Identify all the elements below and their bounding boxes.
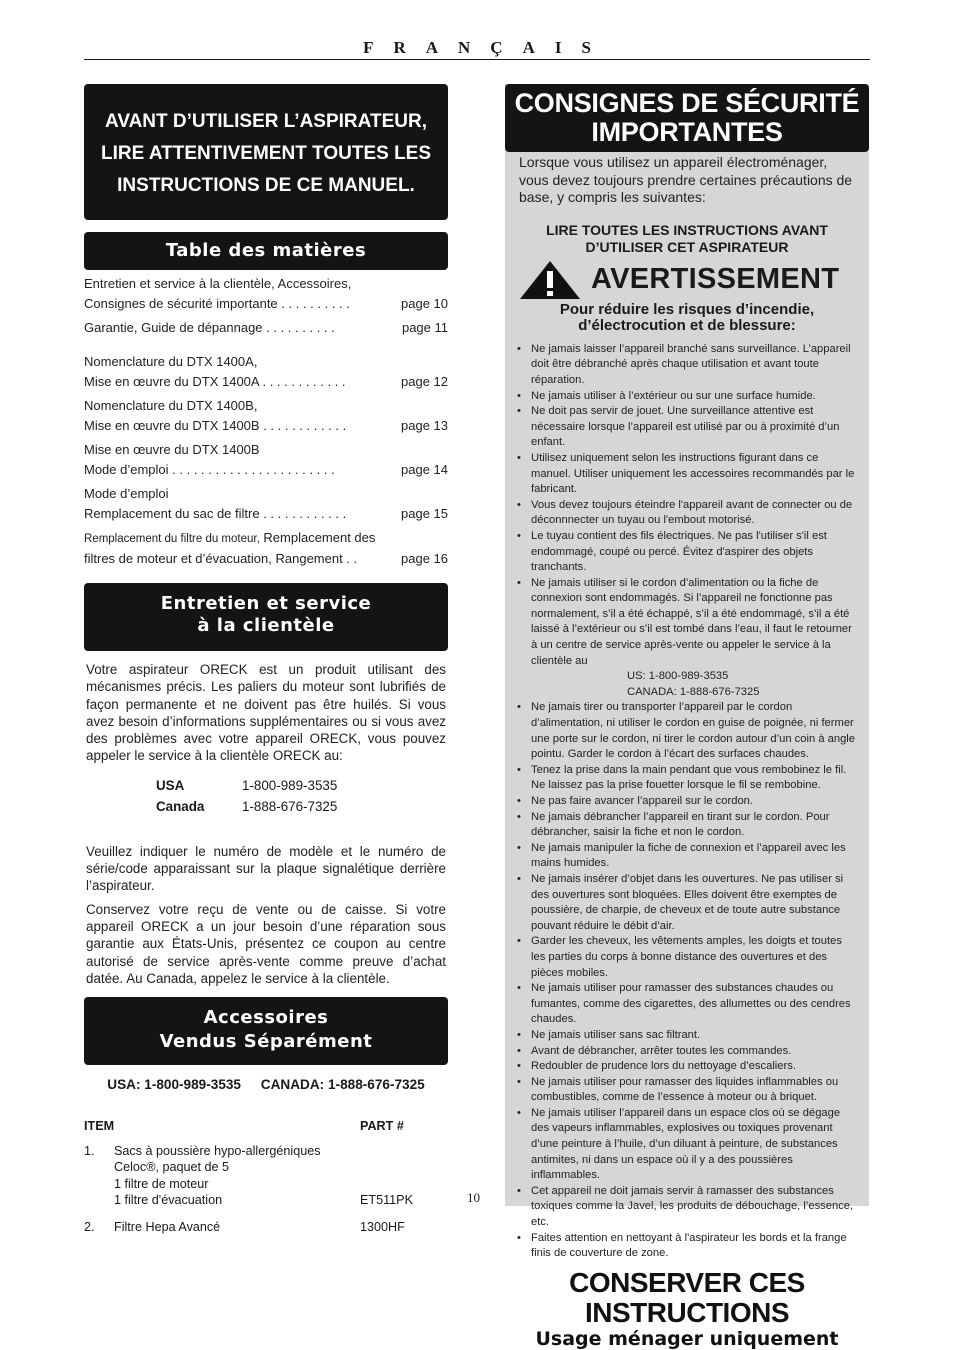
toc-entry-page: page 10 <box>401 296 448 311</box>
warning-line: INSTRUCTIONS DE CE MANUEL. <box>117 175 415 196</box>
contact-usa <box>156 775 448 796</box>
warning-banner <box>505 256 869 302</box>
toc-entry-title <box>84 528 448 549</box>
toc-entry-title-rest: Remplacement des <box>259 530 376 545</box>
list-item: • Tenez la prise dans la main pendant que vous rembobinez le fil. Ne laissez pas la prise fouetter lorsque le fil se rembobine. <box>517 763 859 794</box>
left-column <box>84 84 448 1235</box>
table-of-contents <box>84 274 448 569</box>
safety-heading <box>505 84 869 152</box>
table-row <box>84 1219 448 1236</box>
toc-entry-title: Consignes de sécurité importante . . . . . . . . . . <box>84 296 350 311</box>
list-item: • Ne jamais utiliser pour ramasser des liquides inflammables ou combustibles, comme de l’essence à moteur ou à briquet. <box>517 1075 859 1106</box>
toc-entry-page: page 16 <box>401 551 448 566</box>
list-item: • Ne pas faire avancer l’appareil sur le cordon. <box>517 794 859 810</box>
toc-entry-title: Mise en œuvre du DTX 1400B . . . . . . . . . . . . <box>84 418 347 433</box>
service-paragraph: Votre aspirateur ORECK est un produit utilisant des mécanismes précis. Les paliers du moteur sont lubrifiés de façon permanente et ne doivent pas être huilés. Si vous avez besoin d’informations supplémentaires ou si vous avez des problèmes avec votre appareil ORECK, vous pouvez appeler le service à la clientèle ORECK au: <box>86 662 446 764</box>
safety-heading-line: CONSIGNES DE SÉCURITÉ <box>514 88 860 118</box>
toc-entry-title: Mise en œuvre du DTX 1400B <box>84 442 260 457</box>
toc-entry-page: page 15 <box>401 506 448 521</box>
toc-entry[interactable] <box>84 396 448 436</box>
accessories-table-header <box>84 1118 448 1135</box>
accessories-phone-usa[interactable]: USA: 1-800-989-3535 <box>107 1077 241 1093</box>
list-item: • Ne jamais tirer ou transporter l’appareil par le cordon d’alimentation, ni utiliser le cordon en guise de poignée, ni fermer une porte sur le cordon, ni tirer le cordon autour d’un coin à angle pointu. Garder le cordon à l’écart des surfaces chaudes. <box>517 700 859 762</box>
list-item: • Le tuyau contient des fils électriques. Ne pas l'utiliser s'il est endommagé, coupé ou percé. Évitez d'aspirer des objets tranchants. <box>517 529 859 576</box>
warning-word: AVERTISSEMENT <box>591 262 840 295</box>
list-item: • Ne jamais débrancher l’appareil en tirant sur le cordon. Pour débrancher, saisir la fiche et non le cordon. <box>517 810 859 841</box>
warning-box <box>84 84 448 220</box>
list-item: • Ne jamais utiliser l’appareil dans un espace clos où se dégage des vapeurs inflammables, explosives ou toxiques provenant d’une peinture à l’huile, d’un diluant à peinture, de substances antimites, ni dans un espace où il y a des poussières inflammables. <box>517 1106 859 1184</box>
page-number: 10 <box>467 1190 480 1205</box>
toc-entry-page: page 12 <box>401 374 448 389</box>
toc-entry-title: Mise en œuvre du DTX 1400A . . . . . . . . . . . . <box>84 374 346 389</box>
accessories-phone-canada[interactable]: CANADA: 1-888-676-7325 <box>260 1077 425 1093</box>
header-rule <box>84 59 870 60</box>
warning-triangle-icon <box>519 260 581 300</box>
list-item: • Ne jamais insérer d’objet dans les ouvertures. Ne pas utiliser si des ouvertures sont bloquées. Elles doivent être exemptes de poussière, de charpie, de cheveux et de toute autre substance pouvant réduire le débit d’air. <box>517 872 859 934</box>
read-all-line: D’UTILISER CET ASPIRATEUR <box>585 238 789 255</box>
keep-instructions-title: CONSERVER CES INSTRUCTIONS <box>569 1266 805 1328</box>
item-description-line: Filtre Hepa Avancé <box>114 1219 221 1234</box>
toc-entry-title: Nomenclature du DTX 1400B, <box>84 398 258 413</box>
toc-entry-page: page 13 <box>401 418 448 433</box>
toc-entry[interactable] <box>84 440 448 480</box>
list-item: • Avant de débrancher, arrêter toutes les commandes. <box>517 1044 859 1060</box>
warning-line: AVANT D’UTILISER L’ASPIRATEUR, <box>105 111 427 132</box>
toc-entry-title: Entretien et service à la clientèle, Accessoires, <box>84 276 352 291</box>
column-header-part: PART # <box>360 1119 404 1134</box>
risk-reduction-heading <box>505 302 869 334</box>
service-heading-line: à la clientèle <box>197 615 335 636</box>
accessories-heading <box>84 997 448 1065</box>
toc-entry-title: Remplacement du sac de filtre . . . . . . . . . . . . <box>84 506 347 521</box>
service-contacts <box>156 775 448 817</box>
list-item-phone-canada[interactable]: CANADA: 1-888-676-7325 <box>627 685 760 698</box>
toc-entry-title: Nomenclature du DTX 1400A, <box>84 354 258 369</box>
list-item: • Ne jamais utiliser pour ramasser des substances chaudes ou fumantes, comme des cigarettes, des allumettes ou des cendres chaudes. <box>517 981 859 1028</box>
list-item: • Vous devez toujours éteindre l'appareil avant de connecter ou de déconnnecter un tuyau ou l'embout motorisé. <box>517 498 859 529</box>
contact-phone[interactable]: 1-888-676-7325 <box>242 798 338 814</box>
toc-entry[interactable] <box>84 318 448 338</box>
list-item: • Faites attention en nettoyant à l'aspirateur les bords et la frange finis de couverture de zone. <box>517 1231 859 1262</box>
list-item: • Ne jamais manipuler la fiche de connexion et l’appareil avec les mains humides. <box>517 841 859 872</box>
list-item: • Utilisez uniquement selon les instructions figurant dans ce manuel. Utiliser uniquement les accessoires recommandés par le fabricant. <box>517 451 859 498</box>
toc-entry[interactable] <box>84 528 448 569</box>
read-all-instructions <box>505 222 869 256</box>
risk-reduction-line: Pour réduire les risques d’incendie, <box>559 300 815 318</box>
list-item: • Garder les cheveux, les vêtements amples, les doigts et toutes les parties du corps à bonne distance des ouvertures et des pièces mobiles. <box>517 934 859 981</box>
item-description-line: Celoc®, paquet de 5 <box>114 1160 230 1175</box>
toc-entry-title: filtres de moteur et d’évacuation, Rangement . . <box>84 551 358 566</box>
service-heading-line: Entretien et service <box>160 593 372 614</box>
item-part-number: 1300HF <box>360 1219 405 1234</box>
list-item <box>517 576 859 701</box>
table-row <box>84 1143 448 1209</box>
accessories-phones <box>84 1077 448 1092</box>
household-use-only: Usage ménager uniquement <box>535 1327 839 1350</box>
list-item-phone-us[interactable]: US: 1-800-989-3535 <box>627 670 729 683</box>
accessories-heading-line: Vendus Séparément <box>159 1031 373 1053</box>
service-paragraph: Veuillez indiquer le numéro de modèle et le numéro de série/code apparaissant sur la plaque signalétique derrière l’aspirateur. <box>86 843 446 894</box>
item-part-number: ET511PK <box>360 1193 413 1208</box>
accessories-heading-line: Accessoires <box>203 1007 329 1029</box>
toc-entry[interactable] <box>84 274 448 314</box>
item-description-line: Sacs à poussière hypo-allergéniques <box>114 1143 321 1158</box>
safety-list <box>517 342 859 1262</box>
contact-label: USA <box>156 777 185 793</box>
list-item: • Redoubler de prudence lors du nettoyage d’escaliers. <box>517 1059 859 1075</box>
item-number: 1. <box>84 1143 95 1158</box>
list-item: • Ne jamais laisser l’appareil branché sans surveillance. L’appareil doit être débranché après chaque utilisation et avant toute réparation. <box>517 342 859 389</box>
item-description-line: 1 filtre de moteur <box>114 1176 209 1191</box>
warning-line: LIRE ATTENTIVEMENT TOUTES LES <box>100 143 432 164</box>
toc-entry-title: Mode d’emploi <box>84 486 169 501</box>
accessories-table <box>84 1118 448 1235</box>
toc-entry-page: page 14 <box>401 462 448 477</box>
list-item-text: Ne jamais utiliser si le cordon d’alimentation ou la fiche de connexion sont endommagés. Si l’appareil ne fonctionne pas normalement, s’il a été échappé, s’il a été endommagé, s’il a été laissé à l’extérieur ou s’il est tombé dans l’eau, il faut le retourner à un centre de service après-vente ou appeler le service à la clientèle au <box>531 576 852 667</box>
list-item: • Cet appareil ne doit jamais servir à ramasser des substances toxiques comme la Javel, les produits de débouchage, l’essence, etc. <box>517 1184 859 1231</box>
list-item: • Ne jamais utiliser à l’extérieur ou sur une surface humide. <box>517 389 859 405</box>
language-header: FRANÇAIS <box>363 38 611 57</box>
service-heading <box>84 583 448 651</box>
read-all-line: LIRE TOUTES LES INSTRUCTIONS AVANT <box>546 221 828 238</box>
toc-heading: Table des matières <box>84 232 448 270</box>
toc-entry-page: page 11 <box>401 320 448 335</box>
list-item: • Ne jamais utiliser sans sac filtrant. <box>517 1028 859 1044</box>
contact-label: Canada <box>156 798 205 814</box>
risk-reduction-line: d’électrocution et de blessure: <box>578 316 796 334</box>
toc-entry-title: Mode d’emploi . . . . . . . . . . . . . . . . . . . . . . . <box>84 462 335 477</box>
safety-heading-line: IMPORTANTES <box>591 117 783 147</box>
toc-entry[interactable] <box>84 484 448 524</box>
safety-intro: Lorsque vous utilisez un appareil électroménager, vous devez toujours prendre certaines précautions de base, y compris les suivantes: <box>519 154 853 206</box>
toc-entry[interactable] <box>84 352 448 392</box>
safety-panel <box>505 84 869 1350</box>
item-description-line: 1 filtre d'évacuation <box>114 1193 223 1208</box>
toc-entry-title-small: Remplacement du filtre du moteur, <box>84 533 260 545</box>
list-item: • Ne doit pas servir de jouet. Une surveillance attentive est nécessaire lorsque l’appareil est utilisé par ou à proximité d’un enfant. <box>517 404 859 451</box>
toc-entry-title: Garantie, Guide de dépannage . . . . . . . . . . <box>84 320 335 335</box>
item-number: 2. <box>84 1219 95 1234</box>
contact-canada <box>156 796 448 817</box>
service-paragraph: Conservez votre reçu de vente ou de caisse. Si votre appareil ORECK a un jour besoin d’une réparation sous garantie aux États-Unis, présentez ce coupon au centre autorisé de service après-vente comme preuve d’achat datée. Au Canada, appelez le service à la clientèle. <box>86 901 446 986</box>
column-header-item: ITEM <box>84 1119 115 1134</box>
contact-phone[interactable]: 1-800-989-3535 <box>242 777 338 793</box>
